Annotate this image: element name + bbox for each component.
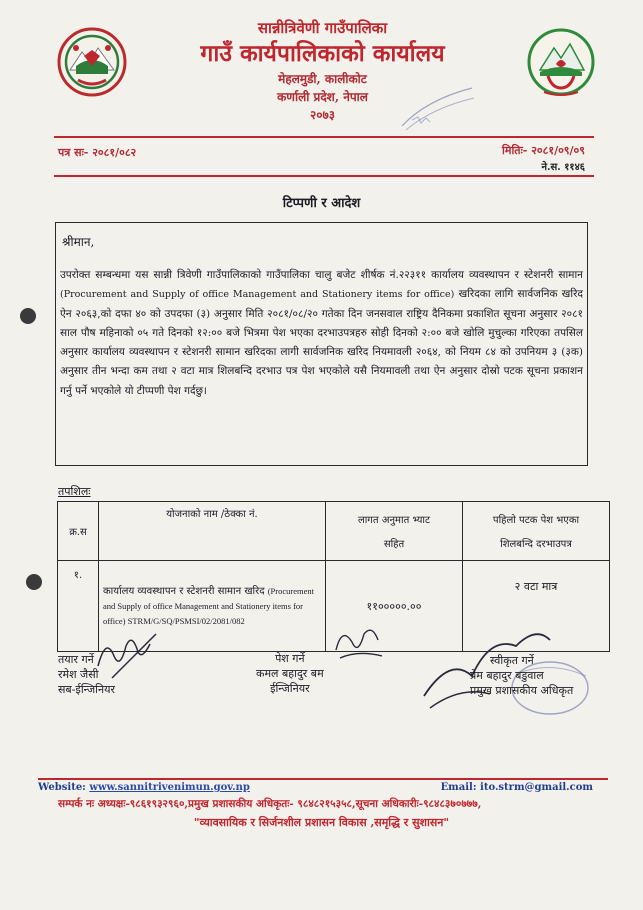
- cell-name-en: (Procurement and Supply of office Management and Stationery items for office) STRM/G/SQ/PSMSI/02/2081/082: [103, 585, 314, 626]
- signature-submitted-by-icon: [328, 620, 388, 670]
- signatory-role: तयार गर्ने: [58, 653, 94, 666]
- header-divider: [54, 136, 594, 138]
- signatory-prepared-by: [58, 652, 115, 697]
- signatory-approved-by: [470, 653, 573, 698]
- footer-divider: [38, 778, 608, 780]
- established-year: २०७३: [310, 108, 335, 122]
- signatory-name: प्रेम बहादुर बडुवाल: [470, 669, 544, 682]
- signatory-submitted-by: [256, 651, 324, 696]
- email-link[interactable]: ito.strm@gmail.com: [480, 782, 593, 793]
- address-line-1: मेहलमुडी, कालीकोट: [278, 72, 367, 86]
- footer-contact: सम्पर्क नः अध्यक्षः-९८६१९३२९६०,प्रमुख प्रशासकीय अधिकृतः- ९८४८२१५३५८,सूचना अधिकारीः-९८४८३७०७७७,: [58, 798, 482, 810]
- signatory-title: ईन्जिनियर: [270, 682, 310, 695]
- meta-divider: [54, 175, 594, 177]
- cell-bids: २ वटा मात्र: [463, 561, 610, 652]
- signatory-name: रमेश जैसी: [58, 668, 99, 681]
- punch-hole: [26, 574, 42, 590]
- signatory-title: सब-ईन्जिनियर: [58, 683, 115, 696]
- reference-number: पत्र सः- २०८१/०८२: [58, 146, 137, 159]
- header-cost-line-1: लागत अनुमात भ्याट: [357, 515, 431, 526]
- cell-cost: ११०००००.००: [326, 561, 463, 652]
- email-label: Email:: [440, 782, 477, 793]
- header-bids-line-1: पहिलो पटक पेश भएका: [492, 515, 580, 526]
- received-stamp-icon: [396, 80, 478, 134]
- signatory-role: पेश गर्ने: [275, 652, 305, 665]
- schedule-label: तपशिलः: [58, 485, 91, 498]
- header-bids: [463, 502, 610, 561]
- header-cost: [326, 502, 463, 561]
- municipality-logo-icon: [526, 26, 596, 100]
- memo-body-part-1: उपरोक्त सम्बन्धमा यस सान्नी त्रिवेणी गाउँपालिकाको गाउँपालिका चालु बजेट शीर्षक नं.२२३११ कार्यालय व्यवस्थापन र स्टेशनरी सामान: [60, 269, 583, 281]
- header-sn: क्र.स: [58, 502, 99, 561]
- header-cost-line-2: सहित: [383, 539, 405, 550]
- header-name: योजनाको नाम /ठेक्का नं.: [99, 502, 326, 561]
- website-label: Website:: [38, 782, 86, 793]
- footer-slogan: "व्यावसायिक र सिर्जनशील प्रशासन विकास ,समृद्धि र सुशासन": [193, 816, 450, 829]
- memo-body-part-2: खरिदका लागि सार्वजनिक खरिद ऐन २०६३,को दफा ४० को उपदफा (३) अनुसार मिति २०८१/०८/२० गतेका दिन जनसवाल राष्ट्रिय दैनिकमा प्रकाशित सूचना अनुसार २०८१ साल पौष महिनाको ०५ गते दिनको १२:०० बजे भित्रमा पेश भएका दरभाउपत्रहरु सोही दिनको २:०० बजे खोलि मुचुल्का गरिएका तपसिल अनुसार कार्यालय व्यवस्थापन र स्टेशनरी सामान खरिदका लागी सार्वजनिक खरिद नियमावली २०६४, को नियम ८४ को उपनियम ३ (३क) अनुसार तीन भन्दा कम तथा २ वटा मात्र शिलबन्दि दरभाउ पत्र पेश भएकोले यसै नियमावली तथा ऐन अनुसार दोस्रो पटक सूचना प्रकाशन गर्नु पर्ने भएकोले यो टीप्पणी पेश गर्दछु।: [60, 288, 583, 397]
- memo-body-english: (Procurement and Supply of office Management and Stationery items for office): [60, 289, 455, 301]
- office-name: गाउँ कार्यपालिकाको कार्यालय: [200, 40, 445, 67]
- cell-sn: १.: [58, 561, 99, 652]
- website-link[interactable]: www.sannitrivenimun.gov.np: [89, 782, 250, 793]
- municipality-name: सान्नीत्रिवेणी गाउँपालिका: [257, 19, 388, 37]
- document-title: टिप्पणी र आदेश: [282, 196, 361, 211]
- signatory-title: प्रमुख प्रशासकीय अधिकृत: [470, 684, 574, 697]
- letter-date: मितिः- २०८१/०९/०९: [502, 144, 585, 157]
- salutation: श्रीमान,: [62, 235, 95, 249]
- table-header-row: [58, 502, 610, 561]
- punch-hole: [20, 308, 36, 324]
- header-bids-line-2: शिलबन्दि दरभाउपत्र: [500, 539, 572, 550]
- signatory-role: स्वीकृत गर्ने: [490, 654, 534, 667]
- nepal-emblem-icon: [56, 26, 128, 98]
- signatory-name: कमल बहादुर बम: [256, 667, 324, 680]
- footer-website: [38, 782, 250, 793]
- nepal-sambat-date: ने.स. ११४६: [541, 162, 585, 173]
- address-line-2: कर्णाली प्रदेश, नेपाल: [277, 90, 368, 104]
- memo-body: [60, 266, 583, 401]
- footer-email: [441, 782, 593, 793]
- cell-name-np: कार्यालय व्यवस्थापन र स्टेशनरी सामान खरिद: [103, 585, 265, 597]
